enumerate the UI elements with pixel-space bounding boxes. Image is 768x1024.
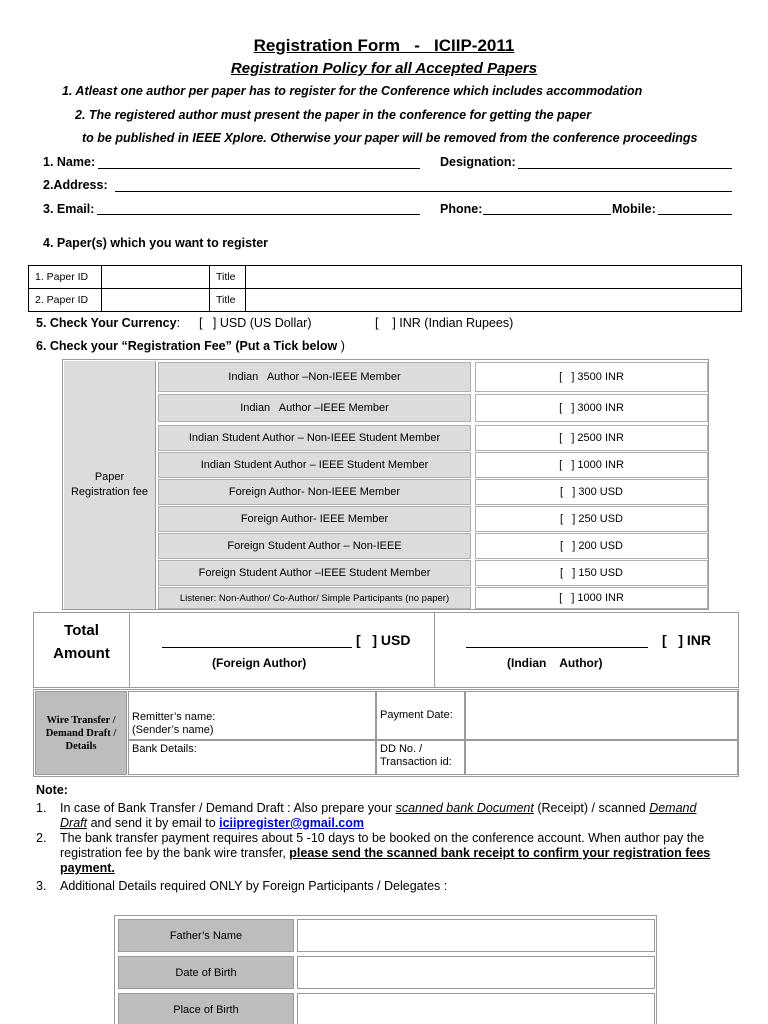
- fee-row: [158, 560, 708, 586]
- remitter-label: Remitter’s name:: [132, 711, 216, 723]
- fee-checkbox[interactable]: [ ] 300 USD: [475, 479, 708, 505]
- note-2-emphasis: please send the scanned bank receipt to confirm your registration fees: [289, 846, 711, 860]
- total-amount-box: [33, 612, 739, 688]
- additional-details-table: [114, 915, 657, 1024]
- note-1-text3: and send it by email to: [87, 816, 220, 830]
- total-divider: [434, 613, 435, 687]
- dd-label-1: DD No. /: [380, 743, 423, 755]
- fee-checkbox[interactable]: [ ] 2500 INR: [475, 425, 708, 451]
- wire-transfer-box: [33, 689, 739, 777]
- notes-heading: Note:: [36, 783, 68, 797]
- fee-checkbox[interactable]: [ ] 1000 INR: [475, 452, 708, 478]
- wire-transfer-label: Wire Transfer / Demand Draft / Details: [35, 691, 127, 775]
- fee-side-label-2: Registration fee: [70, 486, 149, 498]
- total-inr-field[interactable]: [466, 647, 648, 648]
- currency-usd-option[interactable]: [ ] USD (US Dollar): [199, 316, 312, 330]
- bank-details-cell[interactable]: [128, 740, 376, 775]
- fee-row: [158, 533, 708, 559]
- fee-category: Foreign Student Author – Non-IEEE: [158, 533, 471, 559]
- total-usd-field[interactable]: [162, 647, 352, 648]
- note-1-text: In case of Bank Transfer / Demand Draft : Also prepare your: [60, 801, 396, 815]
- transaction-id-input[interactable]: [465, 740, 738, 775]
- fee-category: Foreign Student Author –IEEE Student Member: [158, 560, 471, 586]
- note-number: 3.: [36, 879, 47, 893]
- currency-label: 5. Check Your Currency: [36, 316, 177, 330]
- fee-checkbox[interactable]: [ ] 3000 INR: [475, 394, 708, 422]
- fee-table: [62, 359, 709, 610]
- paper-title-label: Title: [210, 289, 246, 312]
- name-field[interactable]: [98, 168, 420, 169]
- total-usd-caption: (Foreign Author): [212, 656, 307, 670]
- email-label: 3. Email:: [43, 202, 95, 216]
- fee-row: [158, 587, 708, 609]
- paper-id-input[interactable]: [102, 266, 210, 289]
- dd-number-label: [376, 740, 465, 775]
- fee-category: Indian Student Author – IEEE Student Member: [158, 452, 471, 478]
- fee-row: [158, 425, 708, 451]
- note-1: [60, 801, 732, 816]
- mobile-field[interactable]: [658, 214, 732, 215]
- paper-title-label: Title: [210, 266, 246, 289]
- fee-category: Indian Author –IEEE Member: [158, 394, 471, 422]
- date-of-birth-label: Date of Birth: [118, 956, 294, 989]
- remitter-cell[interactable]: [128, 691, 376, 740]
- fee-checkbox[interactable]: [ ] 200 USD: [475, 533, 708, 559]
- note-1-draft: Draft: [60, 816, 88, 830]
- fee-heading-end: ): [340, 339, 345, 353]
- paper-id-label: 2. Paper ID: [29, 289, 102, 312]
- paper-id-label: 1. Paper ID: [29, 266, 102, 289]
- paper-title-input[interactable]: [246, 266, 742, 289]
- fee-checkbox[interactable]: [ ] 150 USD: [475, 560, 708, 586]
- note-1-line2: [60, 816, 364, 831]
- fee-row: [158, 506, 708, 532]
- currency-row: [36, 316, 180, 330]
- fee-heading: [36, 339, 345, 353]
- email-field[interactable]: [97, 214, 420, 215]
- total-usd-checkbox[interactable]: [ ] USD: [356, 632, 411, 648]
- fee-category: Indian Author –Non-IEEE Member: [158, 362, 471, 392]
- fee-checkbox[interactable]: [ ] 250 USD: [475, 506, 708, 532]
- registration-email-link[interactable]: iciipregister@gmail.com: [219, 816, 364, 830]
- total-inr-caption: (Indian Author): [507, 656, 603, 670]
- policy-line-1: 1. Atleast one author per paper has to register for the Conference which includes accommodation: [62, 84, 643, 98]
- place-of-birth-label: Place of Birth: [118, 993, 294, 1024]
- fee-checkbox[interactable]: [ ] 1000 INR: [475, 587, 708, 609]
- note-2-line3: payment.: [60, 861, 115, 875]
- fee-row: [158, 479, 708, 505]
- dd-label-2: Transaction id:: [380, 756, 452, 768]
- note-3: Additional Details required ONLY by Foreign Participants / Delegates :: [60, 879, 448, 893]
- policy-line-2: 2. The registered author must present the paper in the conference for getting the paper: [75, 108, 592, 122]
- phone-label: Phone:: [440, 202, 483, 216]
- total-label-2: Amount: [53, 645, 110, 662]
- papers-table: [28, 265, 742, 312]
- fee-category: Foreign Author- Non-IEEE Member: [158, 479, 471, 505]
- fee-row: [158, 394, 708, 422]
- fee-row: [158, 362, 708, 392]
- fee-heading-text: 6. Check your “Registration Fee” (Put a Tick below: [36, 339, 338, 353]
- note-1-text2: (Receipt) / scanned: [533, 801, 650, 815]
- payment-date-label: Payment Date:: [376, 691, 465, 740]
- fathers-name-label: Father’s Name: [118, 919, 294, 952]
- designation-label: Designation:: [440, 155, 516, 169]
- form-title: Registration Form - ICIIP-2011: [253, 36, 515, 55]
- currency-inr-option[interactable]: [ ] INR (Indian Rupees): [375, 316, 514, 330]
- date-of-birth-input[interactable]: [297, 956, 655, 989]
- currency-colon: :: [176, 316, 181, 330]
- note-2-line2: [60, 846, 710, 861]
- address-field[interactable]: [115, 191, 732, 192]
- place-of-birth-input[interactable]: [297, 993, 655, 1024]
- fee-side-label-1: Paper: [94, 471, 125, 483]
- note-1-dd: Demand: [649, 801, 697, 815]
- paper-title-input[interactable]: [246, 289, 742, 312]
- papers-heading: 4. Paper(s) which you want to register: [43, 236, 269, 250]
- remitter-sublabel: (Sender’s name): [132, 724, 214, 736]
- bank-details-label: Bank Details:: [132, 743, 197, 755]
- note-2: The bank transfer payment requires about 5 -10 days to be booked on the conference account. When author pay the: [60, 831, 705, 845]
- policy-line-3: to be published in IEEE Xplore. Otherwise your paper will be removed from the conference proceedings: [82, 131, 698, 145]
- total-label-1: Total: [64, 622, 99, 639]
- mobile-label: Mobile:: [612, 202, 656, 216]
- paper-row: [29, 289, 742, 312]
- paper-row: [29, 266, 742, 289]
- fee-checkbox[interactable]: [ ] 3500 INR: [475, 362, 708, 392]
- note-number: 2.: [36, 831, 47, 845]
- note-number: 1.: [36, 801, 47, 815]
- note-1-doc: scanned bank Document: [395, 801, 534, 815]
- total-amount-label: [34, 613, 130, 687]
- phone-field[interactable]: [483, 214, 611, 215]
- fathers-name-input[interactable]: [297, 919, 655, 952]
- fee-category: Listener: Non-Author/ Co-Author/ Simple Participants (no paper): [158, 587, 471, 609]
- payment-date-input[interactable]: [465, 691, 738, 740]
- total-inr-checkbox[interactable]: [ ] INR: [662, 632, 711, 648]
- paper-id-input[interactable]: [102, 289, 210, 312]
- designation-field[interactable]: [518, 168, 732, 169]
- address-label: 2.Address:: [43, 178, 108, 192]
- fee-row: [158, 452, 708, 478]
- fee-side-label: [64, 361, 156, 609]
- fee-category: Indian Student Author – Non-IEEE Student Member: [158, 425, 471, 451]
- fee-category: Foreign Author- IEEE Member: [158, 506, 471, 532]
- name-label: 1. Name:: [43, 155, 96, 169]
- policy-heading: Registration Policy for all Accepted Papers: [230, 60, 538, 77]
- note-2-text: registration fee by the bank wire transfer,: [60, 846, 290, 860]
